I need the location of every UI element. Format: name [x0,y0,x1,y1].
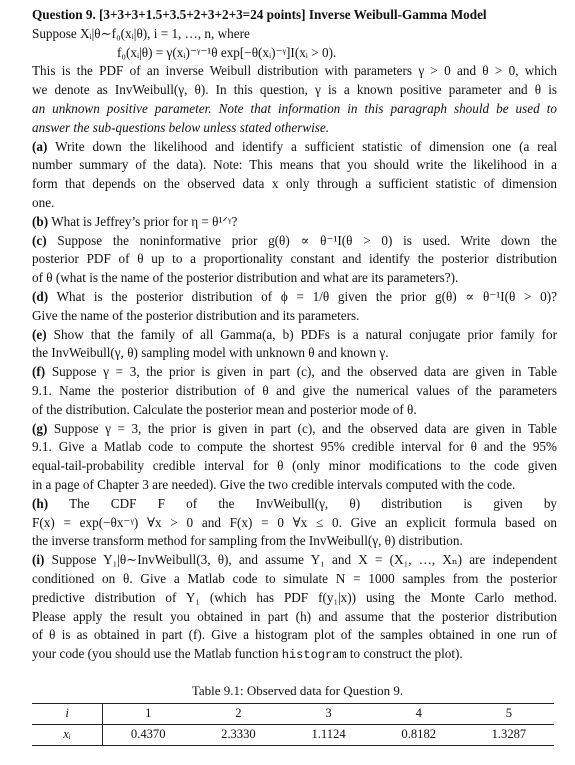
part-a-line: form that depends on the observed data x only through a sufficient statistic of dimension [32,176,557,192]
part-i-line: Please apply the result you obtained in part (h) and assume that the posterior distribution [32,608,557,624]
part-e-line: the InvWeibull(γ, θ) sampling model with unknown θ and known γ. [32,345,389,361]
part-c-line: posterior PDF of θ up to a proportionality constant and identify the posterior distribution [32,251,557,267]
table-cell: 3 [283,703,373,724]
table-cell: 1.1124 [283,724,373,745]
code-histogram: histogram [281,648,347,663]
part-i-line: conditioned on θ. Give a Matlab code to simulate N = 1000 samples from the posterior [32,570,557,586]
part-g-line: (g) Suppose γ = 3, the prior is given in part (c), and the observed data are given in Table [32,420,557,436]
part-g-line: equal-tail-probability credible interval for θ (only minor modifications to the code given [32,458,557,474]
part-d-label: (d) [32,288,49,304]
table-cell: 1.3287 [464,724,554,745]
part-i-label: (i) [32,552,45,568]
part-f-label: (f) [32,364,46,380]
pdf-formula: f₀(xᵢ|θ) = γ(xᵢ)⁻ᵞ⁻¹θ exp[−θ(xᵢ)⁻ᵞ]I(xᵢ > 0). [117,44,337,60]
part-a-line: (a) Write down the likelihood and identify a sufficient statistic of dimension one (a real [32,138,557,154]
part-f-line: (f) Suppose γ = 3, the prior is given in part (c), and the observed data are given in Table [32,364,558,380]
data-table [32,703,554,746]
table-cell: 5 [464,703,554,724]
table-cell: 0.4370 [103,724,194,745]
part-g-line: in a page of Chapter 3 are needed). Give the two credible intervals computed with the code. [32,476,516,492]
part-e-line: (e) Show that the family of all Gamma(a, b) PDFs is a natural conjugate prior family for [32,326,557,342]
intro-line: we denote as InvWeibull(γ, θ). In this question, γ is a known positive parameter and θ is [32,82,557,98]
part-f-line: 9.1. Name the posterior distribution of θ and give the numerical values of the parameters [32,382,557,398]
row-header-x: xᵢ [32,724,103,745]
table-cell: 1 [103,703,194,724]
part-h-line: the inverse transform method for sampling from the InvWeibull(γ, θ) distribution. [32,533,463,549]
part-g-label: (g) [32,420,48,436]
part-c-line: of θ (what is the name of the posterior distribution and what are its parameters?). [32,270,459,286]
part-i-line: your code (you should use the Matlab function histogram to construct the plot). [32,646,463,663]
part-f-line: of the distribution. Calculate the posterior mean and posterior mode of θ. [32,401,417,417]
part-c-label: (c) [32,232,47,248]
part-d-line: Give the name of the posterior distribution and its parameters. [32,307,360,323]
part-a-line: one. [32,194,55,210]
intro-line: an unknown positive parameter. Note that information in this paragraph should be used to [32,100,557,116]
table-cell: 0.8182 [374,724,464,745]
data-table-section [32,683,557,746]
suppose-line: Suppose Xᵢ|θ∼f₀(xᵢ|θ), i = 1, …, n, where [32,25,250,41]
part-a-line: number summary of the data). Note: This means that you should write the likelihood in a [32,157,557,173]
part-b-line: (b) What is Jeffrey’s prior for η = θ¹ᐟᵞ? [32,213,238,229]
part-i-line: (i) Suppose Y₁|θ∼InvWeibull(3, θ), and assume Y₁ and X = (X₁, …, Xₙ) are independent [32,552,557,568]
intro-line: This is the PDF of an inverse Weibull distribution with parameters γ > 0 and θ > 0, which [32,63,557,79]
part-i-line: of θ is as obtained in part (f). Give a histogram plot of the samples obtained in one run of [32,627,557,643]
part-d-line: (d) What is the posterior distribution of ϕ = 1/θ given the prior g(θ) ∝ θ⁻¹I(θ > 0)? [32,288,557,304]
part-b-label: (b) [32,213,49,229]
part-h-line: F(x) = exp(−θx⁻ᵞ) ∀x > 0 and F(x) = 0 ∀x ≤ 0. Give an explicit formula based on [32,514,557,530]
intro-line: answer the sub-questions below unless stated otherwise. [32,119,330,135]
table-row-values [32,724,554,745]
part-c-line: (c) Suppose the noninformative prior g(θ) ∝ θ⁻¹I(θ > 0) is used. Write down the [32,232,557,248]
part-g-line: 9.1. Give a Matlab code to compute the shortest 95% credible interval for θ and the 95% [32,439,557,455]
part-e-label: (e) [32,326,47,342]
table-cell: 2 [193,703,283,724]
table-row-index [32,703,554,724]
table-cell: 4 [374,703,464,724]
table-caption: Table 9.1: Observed data for Question 9. [191,682,404,698]
row-header-i: i [32,703,103,724]
part-h-line: (h) The CDF F of the InvWeibull(γ, θ) distribution is given by [32,495,558,511]
part-i-line: predictive distribution of Y₁ (which has PDF f(y₁|x)) using the Monte Carlo method. [32,589,557,605]
part-h-label: (h) [32,495,49,511]
part-a-label: (a) [32,138,48,154]
table-cell: 2.3330 [193,724,283,745]
question-title: Question 9. [3+3+3+1.5+3.5+2+3+2+3=24 points] Inverse Weibull-Gamma Model [32,7,487,22]
